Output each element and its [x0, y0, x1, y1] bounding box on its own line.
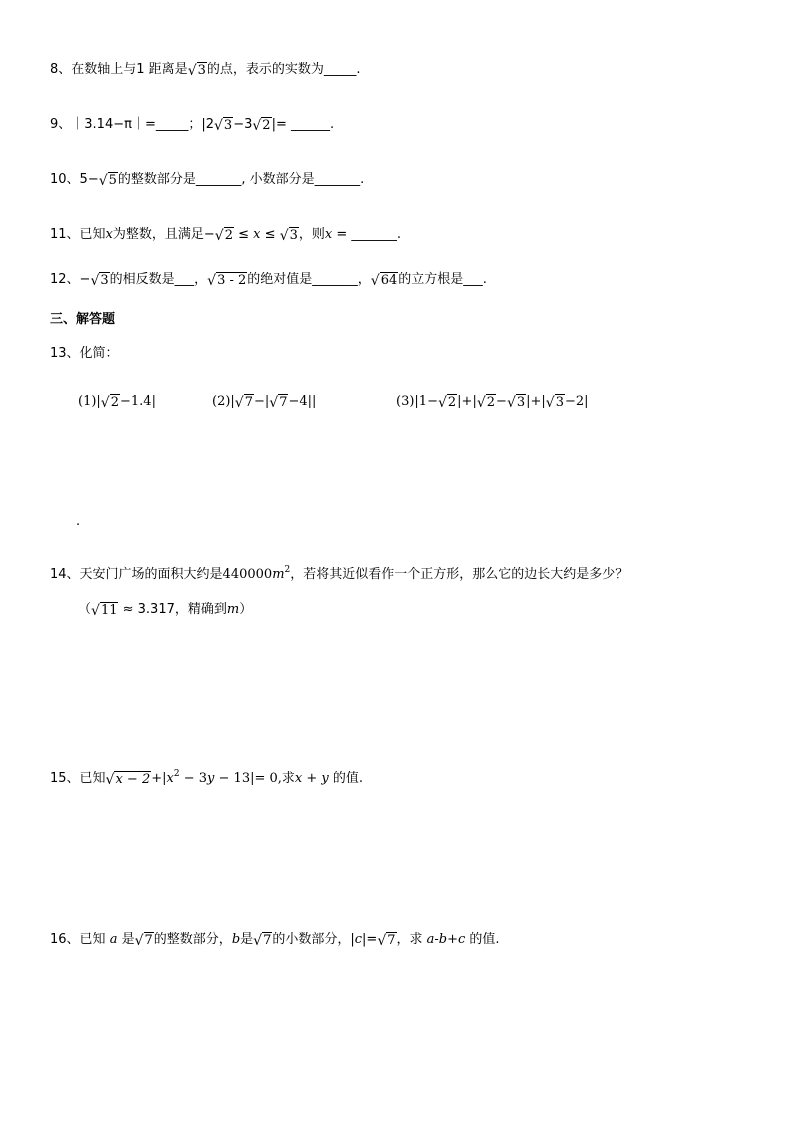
sqrt-7: √ 7	[134, 933, 153, 949]
sqrt-3: √ 3	[279, 228, 298, 244]
question-11: 11、已知x为整数，且满足− √ 2 ≤ x ≤ √ 3 ，则x = _______.	[50, 227, 402, 244]
question-12: 12、− √ 3 的相反数是___， √ 3 - 2 的绝对值是_______， √ 64 的立方根是___.	[50, 272, 487, 289]
sqrt-7: √ 7	[377, 933, 396, 949]
sqrt-2: √ 2	[476, 395, 496, 411]
question-14-hint: （ √ 11 ≈ 3.317，精确到m）	[78, 602, 253, 619]
sqrt-7: √ 7	[269, 395, 288, 411]
question-8: 8、在数轴上与1 距离是 √ 3 的点，表示的实数为_____.	[50, 62, 361, 79]
sqrt-11: √ 11	[91, 603, 118, 619]
sqrt-3: √ 3	[545, 395, 564, 411]
question-13-label: 13、化简：	[50, 346, 119, 361]
sqrt-7: √ 7	[234, 395, 253, 411]
question-10: 10、5− √ 5 的整数部分是_______, 小数部分是_______.	[50, 172, 365, 189]
question-16: 16、已知 a 是 √ 7 的整数部分，b是 √ 7 的小数部分，|c|= √ 7 ，求 a-b+c 的值.	[50, 932, 500, 949]
stray-dot: .	[76, 514, 81, 529]
sqrt-3: √ 3	[187, 63, 206, 79]
section-heading: 三、解答题	[50, 312, 116, 327]
sqrt-64: √ 64	[370, 273, 398, 289]
sqrt-3-minus-2: √ 3 - 2	[207, 273, 247, 289]
question-13-part-1: (1)| √ 2 −1.4|	[78, 394, 156, 411]
sqrt-3: √ 3	[213, 118, 233, 134]
sqrt-2: √ 2	[214, 228, 233, 244]
question-13-part-3: (3)|1− √ 2 |+| √ 2 − √ 3 |+| √ 3 −2|	[396, 394, 589, 411]
sqrt-2: √ 2	[437, 395, 457, 411]
question-14: 14、天安门广场的面积大约是$440000m^2$，若将其近似看作一个正方形，那么它的边长大约是多少？	[50, 565, 629, 582]
question-9: 9、｜3.14−π｜=_____；|2 √ 3 −3 √ 2 |= ______.	[50, 117, 335, 134]
sqrt-2: √ 2	[252, 118, 271, 134]
question-15: 15、已知 √ x − 2 $+|x^2 - 3y - 13|= 0$,求x + y 的值.	[50, 769, 364, 788]
sqrt-2: √ 2	[100, 395, 119, 411]
sqrt-3: √ 3	[506, 395, 526, 411]
sqrt-x-minus-2: √ x − 2	[105, 772, 151, 788]
sqrt-5: √ 5	[98, 173, 117, 189]
sqrt-3: √ 3	[90, 273, 109, 289]
question-13-part-2: (2)| √ 7 −| √ 7 −4||	[212, 394, 317, 411]
sqrt-7: √ 7	[253, 933, 272, 949]
